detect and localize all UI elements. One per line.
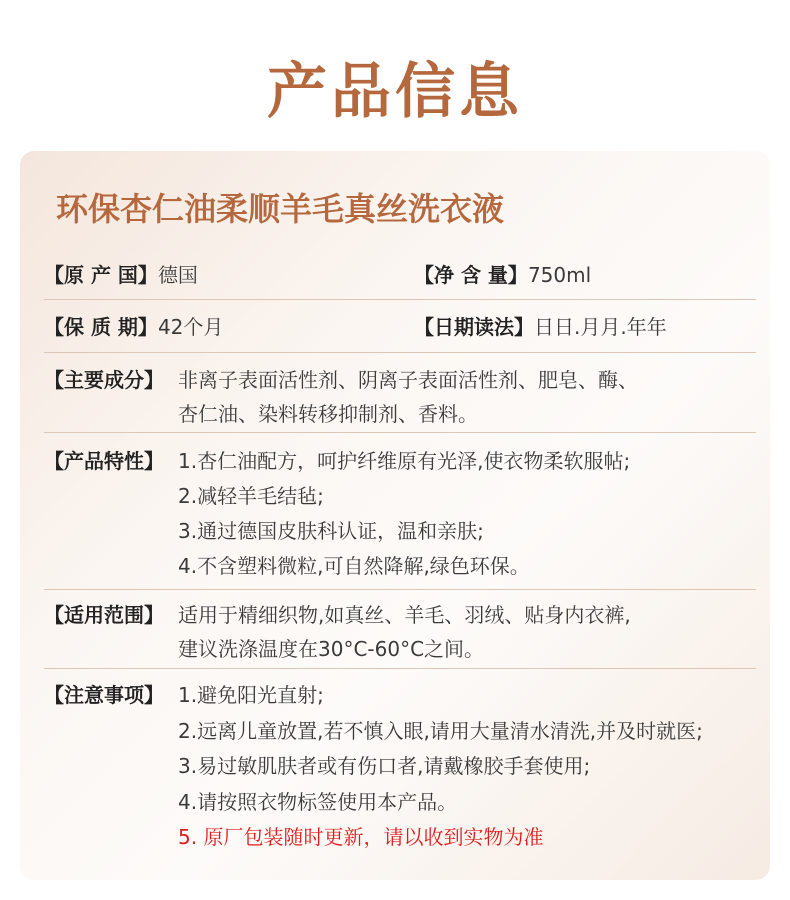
page-title: 产品信息 bbox=[267, 57, 523, 127]
ingredients-line: 杏仁油、染料转移抑制剂、香料。 bbox=[178, 402, 478, 426]
usage-line: 适用于精细织物,如真丝、羊毛、羽绒、贴身内衣裤, bbox=[178, 603, 631, 627]
features-label: 【产品特性】 bbox=[44, 449, 164, 473]
divider bbox=[44, 668, 756, 669]
cautions-label: 【注意事项】 bbox=[44, 683, 164, 707]
usage-label: 【适用范围】 bbox=[44, 603, 164, 627]
net-content-field bbox=[414, 261, 591, 289]
divider bbox=[44, 589, 756, 590]
cautions-line: 2.远离儿童放置,若不慎入眼,请用大量清水清洗,并及时就医; bbox=[178, 718, 703, 743]
features-line: 2.减轻羊毛结毡; bbox=[178, 484, 324, 508]
cautions-line: 4.请按照衣物标签使用本产品。 bbox=[178, 789, 458, 814]
cautions-line: 3.易过敏肌肤者或有伤口者,请戴橡胶手套使用; bbox=[178, 754, 591, 778]
shelf-date-row bbox=[44, 313, 756, 341]
date-format-label: 【日期读法】 bbox=[414, 315, 534, 339]
ingredients-label: 【主要成分】 bbox=[44, 368, 164, 392]
features-line: 3.通过德国皮肤科认证，温和亲肤; bbox=[178, 519, 484, 543]
cautions-line: 1.避免阳光直射; bbox=[178, 683, 324, 707]
shelf-life-field bbox=[44, 313, 223, 341]
shelf-life-label: 【保 质 期】 bbox=[44, 315, 158, 339]
divider bbox=[44, 432, 756, 433]
usage-line: 建议洗涤温度在30°C-60°C之间。 bbox=[178, 637, 485, 661]
date-format-field bbox=[414, 313, 667, 341]
ingredients-line: 非离子表面活性剂、阴离子表面活性剂、肥皂、酶、 bbox=[178, 368, 638, 392]
origin-value: 德国 bbox=[157, 263, 198, 287]
product-info-card bbox=[20, 151, 770, 880]
packaging-note: 5. 原厂包装随时更新，请以收到实物为准 bbox=[178, 825, 544, 849]
features-lines bbox=[178, 444, 630, 584]
origin-net-row bbox=[44, 261, 756, 289]
net-content-value: 750ml bbox=[527, 263, 592, 287]
features-line: 1.杏仁油配方，呵护纤维原有光泽,使衣物柔软服帖; bbox=[178, 449, 631, 473]
divider bbox=[44, 299, 756, 300]
features-line: 4.不含塑料微粒,可自然降解,绿色环保。 bbox=[178, 554, 530, 578]
net-content-label: 【净 含 量】 bbox=[414, 263, 528, 287]
cautions-section bbox=[44, 678, 756, 858]
cautions-lines bbox=[178, 678, 703, 856]
shelf-life-value: 42个月 bbox=[157, 315, 224, 339]
origin-label: 【原 产 国】 bbox=[44, 263, 158, 287]
divider bbox=[44, 352, 756, 353]
ingredients-lines bbox=[178, 363, 638, 431]
ingredients-section bbox=[44, 363, 756, 431]
usage-lines bbox=[178, 598, 631, 666]
features-section bbox=[44, 444, 756, 584]
date-format-value: 日日.月月.年年 bbox=[534, 315, 667, 339]
product-name: 环保杏仁油柔顺羊毛真丝洗衣液 bbox=[56, 190, 505, 228]
origin-field bbox=[44, 261, 198, 289]
usage-section bbox=[44, 598, 756, 666]
